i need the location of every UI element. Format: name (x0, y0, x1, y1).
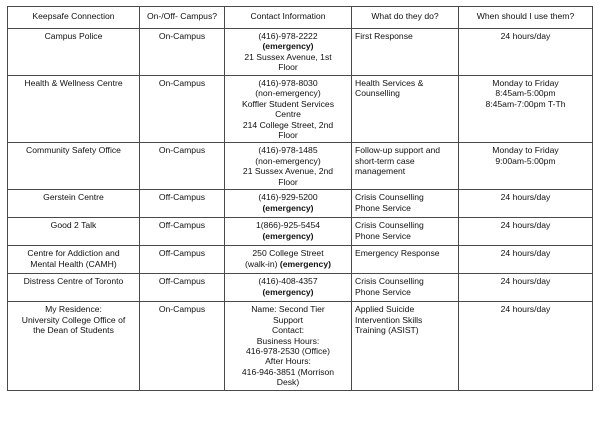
role-line: Intervention Skills (355, 314, 423, 325)
when-line: 24 hours/day (500, 304, 551, 315)
contact-cell (225, 218, 352, 246)
header-campus: On-/Off- Campus? (140, 7, 225, 29)
table-row (8, 218, 593, 246)
role-line: Emergency Response (355, 248, 440, 259)
role-cell (352, 190, 459, 218)
header-row (8, 7, 593, 29)
role-cell (352, 274, 459, 302)
campus-cell (140, 274, 225, 302)
campus-value: On-Campus (158, 145, 206, 156)
table-row (8, 143, 593, 190)
when-cell (459, 302, 593, 391)
when-line: Monday to Friday (492, 78, 559, 88)
role-line: First Response (355, 31, 413, 41)
campus-cell (140, 246, 225, 274)
contact-line: Koffler Student Services (241, 98, 335, 109)
role-line: Phone Service (355, 230, 411, 241)
campus-value: Off-Campus (158, 248, 206, 259)
contact-line: (non-emergency) (255, 88, 321, 99)
role-line: Applied Suicide (355, 304, 415, 315)
keepsafe-table (7, 6, 593, 391)
campus-value: Off-Campus (158, 192, 206, 203)
when-line: 24 hours/day (500, 248, 551, 259)
contact-cell (225, 274, 352, 302)
campus-value: On-Campus (158, 304, 206, 315)
connection-name: Community Safety Office (26, 145, 121, 156)
role-line: Crisis Counselling (355, 192, 424, 203)
role-cell (352, 76, 459, 143)
table-row (8, 246, 593, 274)
contact-line: Name: Second Tier (251, 304, 325, 315)
role-line: management (355, 166, 406, 177)
contact-line: (walk-in) (emergency) (245, 258, 331, 269)
when-cell (459, 274, 593, 302)
contact-cell (225, 143, 352, 190)
contact-line: (416)-978-1485 (258, 145, 318, 156)
contact-line: 1(866)-925-5454 (255, 220, 321, 231)
contact-line: Business Hours: (256, 335, 320, 346)
role-line: short-term case (355, 155, 415, 166)
contact-cell (225, 302, 352, 391)
contact-line: 21 Sussex Avenue, 1st (244, 51, 332, 62)
connection-name: Mental Health (CAMH) (30, 258, 117, 269)
contact-cell (225, 29, 352, 76)
campus-value: On-Campus (158, 31, 206, 41)
when-cell (459, 218, 593, 246)
contact-line: (416)-978-8030 (258, 78, 318, 88)
contact-line: Floor (278, 62, 298, 73)
connection-cell (8, 29, 140, 76)
header-when: When should I use them? (459, 7, 593, 29)
contact-line: Contact: (271, 325, 304, 336)
contact-line: (416)-408-4357 (258, 276, 318, 287)
contact-line: 416-946-3851 (Morrison (241, 366, 335, 377)
contact-cell (225, 76, 352, 143)
connection-cell (8, 190, 140, 218)
when-line: 24 hours/day (500, 276, 551, 287)
contact-line: Floor (278, 130, 298, 141)
when-line: Monday to Friday (492, 145, 559, 156)
connection-name: Good 2 Talk (50, 220, 97, 231)
contact-line: (416)-978-2222 (258, 31, 318, 41)
campus-cell (140, 29, 225, 76)
contact-cell (225, 190, 352, 218)
role-cell (352, 143, 459, 190)
campus-value: On-Campus (158, 78, 206, 88)
contact-line: 21 Sussex Avenue, 2nd (242, 166, 334, 177)
header-role: What do they do? (352, 7, 459, 29)
emergency-label: (emergency) (279, 258, 331, 269)
when-cell (459, 190, 593, 218)
when-line: 9:00am-5:00pm (495, 155, 556, 166)
connection-name: Campus Police (44, 31, 103, 41)
campus-cell (140, 143, 225, 190)
role-line: Counselling (355, 88, 400, 99)
when-cell (459, 76, 593, 143)
role-line: Phone Service (355, 286, 411, 297)
contact-line: 416-978-2530 (Office) (246, 346, 330, 357)
contact-line: (emergency) (262, 286, 314, 297)
table-row (8, 29, 593, 76)
when-line: 24 hours/day (500, 192, 551, 203)
contact-line: (emergency) (262, 41, 314, 52)
when-line: 24 hours/day (500, 220, 551, 231)
campus-value: Off-Campus (158, 220, 206, 231)
table-row (8, 76, 593, 143)
connection-cell (8, 246, 140, 274)
contact-cell (225, 246, 352, 274)
connection-cell (8, 274, 140, 302)
contact-line: 250 College Street (252, 248, 324, 259)
role-line: Health Services & (355, 78, 424, 88)
table-row (8, 274, 593, 302)
connection-name: the Dean of Students (33, 325, 114, 336)
contact-line: (non-emergency) (255, 155, 321, 166)
contact-line: Support (272, 314, 304, 325)
contact-line: (416)-929-5200 (258, 192, 318, 203)
connection-cell (8, 143, 140, 190)
campus-cell (140, 302, 225, 391)
connection-name: My Residence: (45, 304, 102, 315)
campus-value: Off-Campus (158, 276, 206, 287)
connection-name: University College Office of (21, 314, 126, 325)
role-cell (352, 246, 459, 274)
role-line: Crisis Counselling (355, 276, 424, 287)
role-line: Follow-up support and (355, 145, 441, 156)
connection-name: Distress Centre of Toronto (23, 276, 124, 287)
table-body (8, 29, 593, 391)
connection-name: Centre for Addiction and (27, 248, 120, 259)
when-cell (459, 29, 593, 76)
role-line: Training (ASIST) (355, 325, 419, 336)
campus-cell (140, 76, 225, 143)
when-cell (459, 246, 593, 274)
table-row (8, 190, 593, 218)
contact-line: After Hours: (265, 356, 311, 367)
role-line: Phone Service (355, 202, 411, 213)
campus-cell (140, 218, 225, 246)
role-line: Crisis Counselling (355, 220, 424, 231)
header-connection: Keepsafe Connection (8, 7, 140, 29)
connection-name: Gerstein Centre (43, 192, 104, 203)
contact-line: (emergency) (262, 202, 314, 213)
role-cell (352, 29, 459, 76)
contact-line: Desk) (276, 377, 300, 388)
when-line: 8:45am-7:00pm T-Th (485, 98, 566, 109)
header-contact: Contact Information (225, 7, 352, 29)
connection-cell (8, 76, 140, 143)
contact-line: (emergency) (262, 230, 314, 241)
when-cell (459, 143, 593, 190)
when-line: 8:45am-5:00pm (495, 88, 556, 99)
connection-cell (8, 218, 140, 246)
when-line: 24 hours/day (500, 31, 551, 41)
campus-cell (140, 190, 225, 218)
connection-name: Health & Wellness Centre (24, 78, 123, 88)
connection-cell (8, 302, 140, 391)
contact-line: Floor (278, 176, 298, 187)
role-cell (352, 302, 459, 391)
contact-line: Centre (275, 109, 301, 120)
table-row (8, 302, 593, 391)
contact-line: 214 College Street, 2nd (242, 119, 334, 130)
role-cell (352, 218, 459, 246)
